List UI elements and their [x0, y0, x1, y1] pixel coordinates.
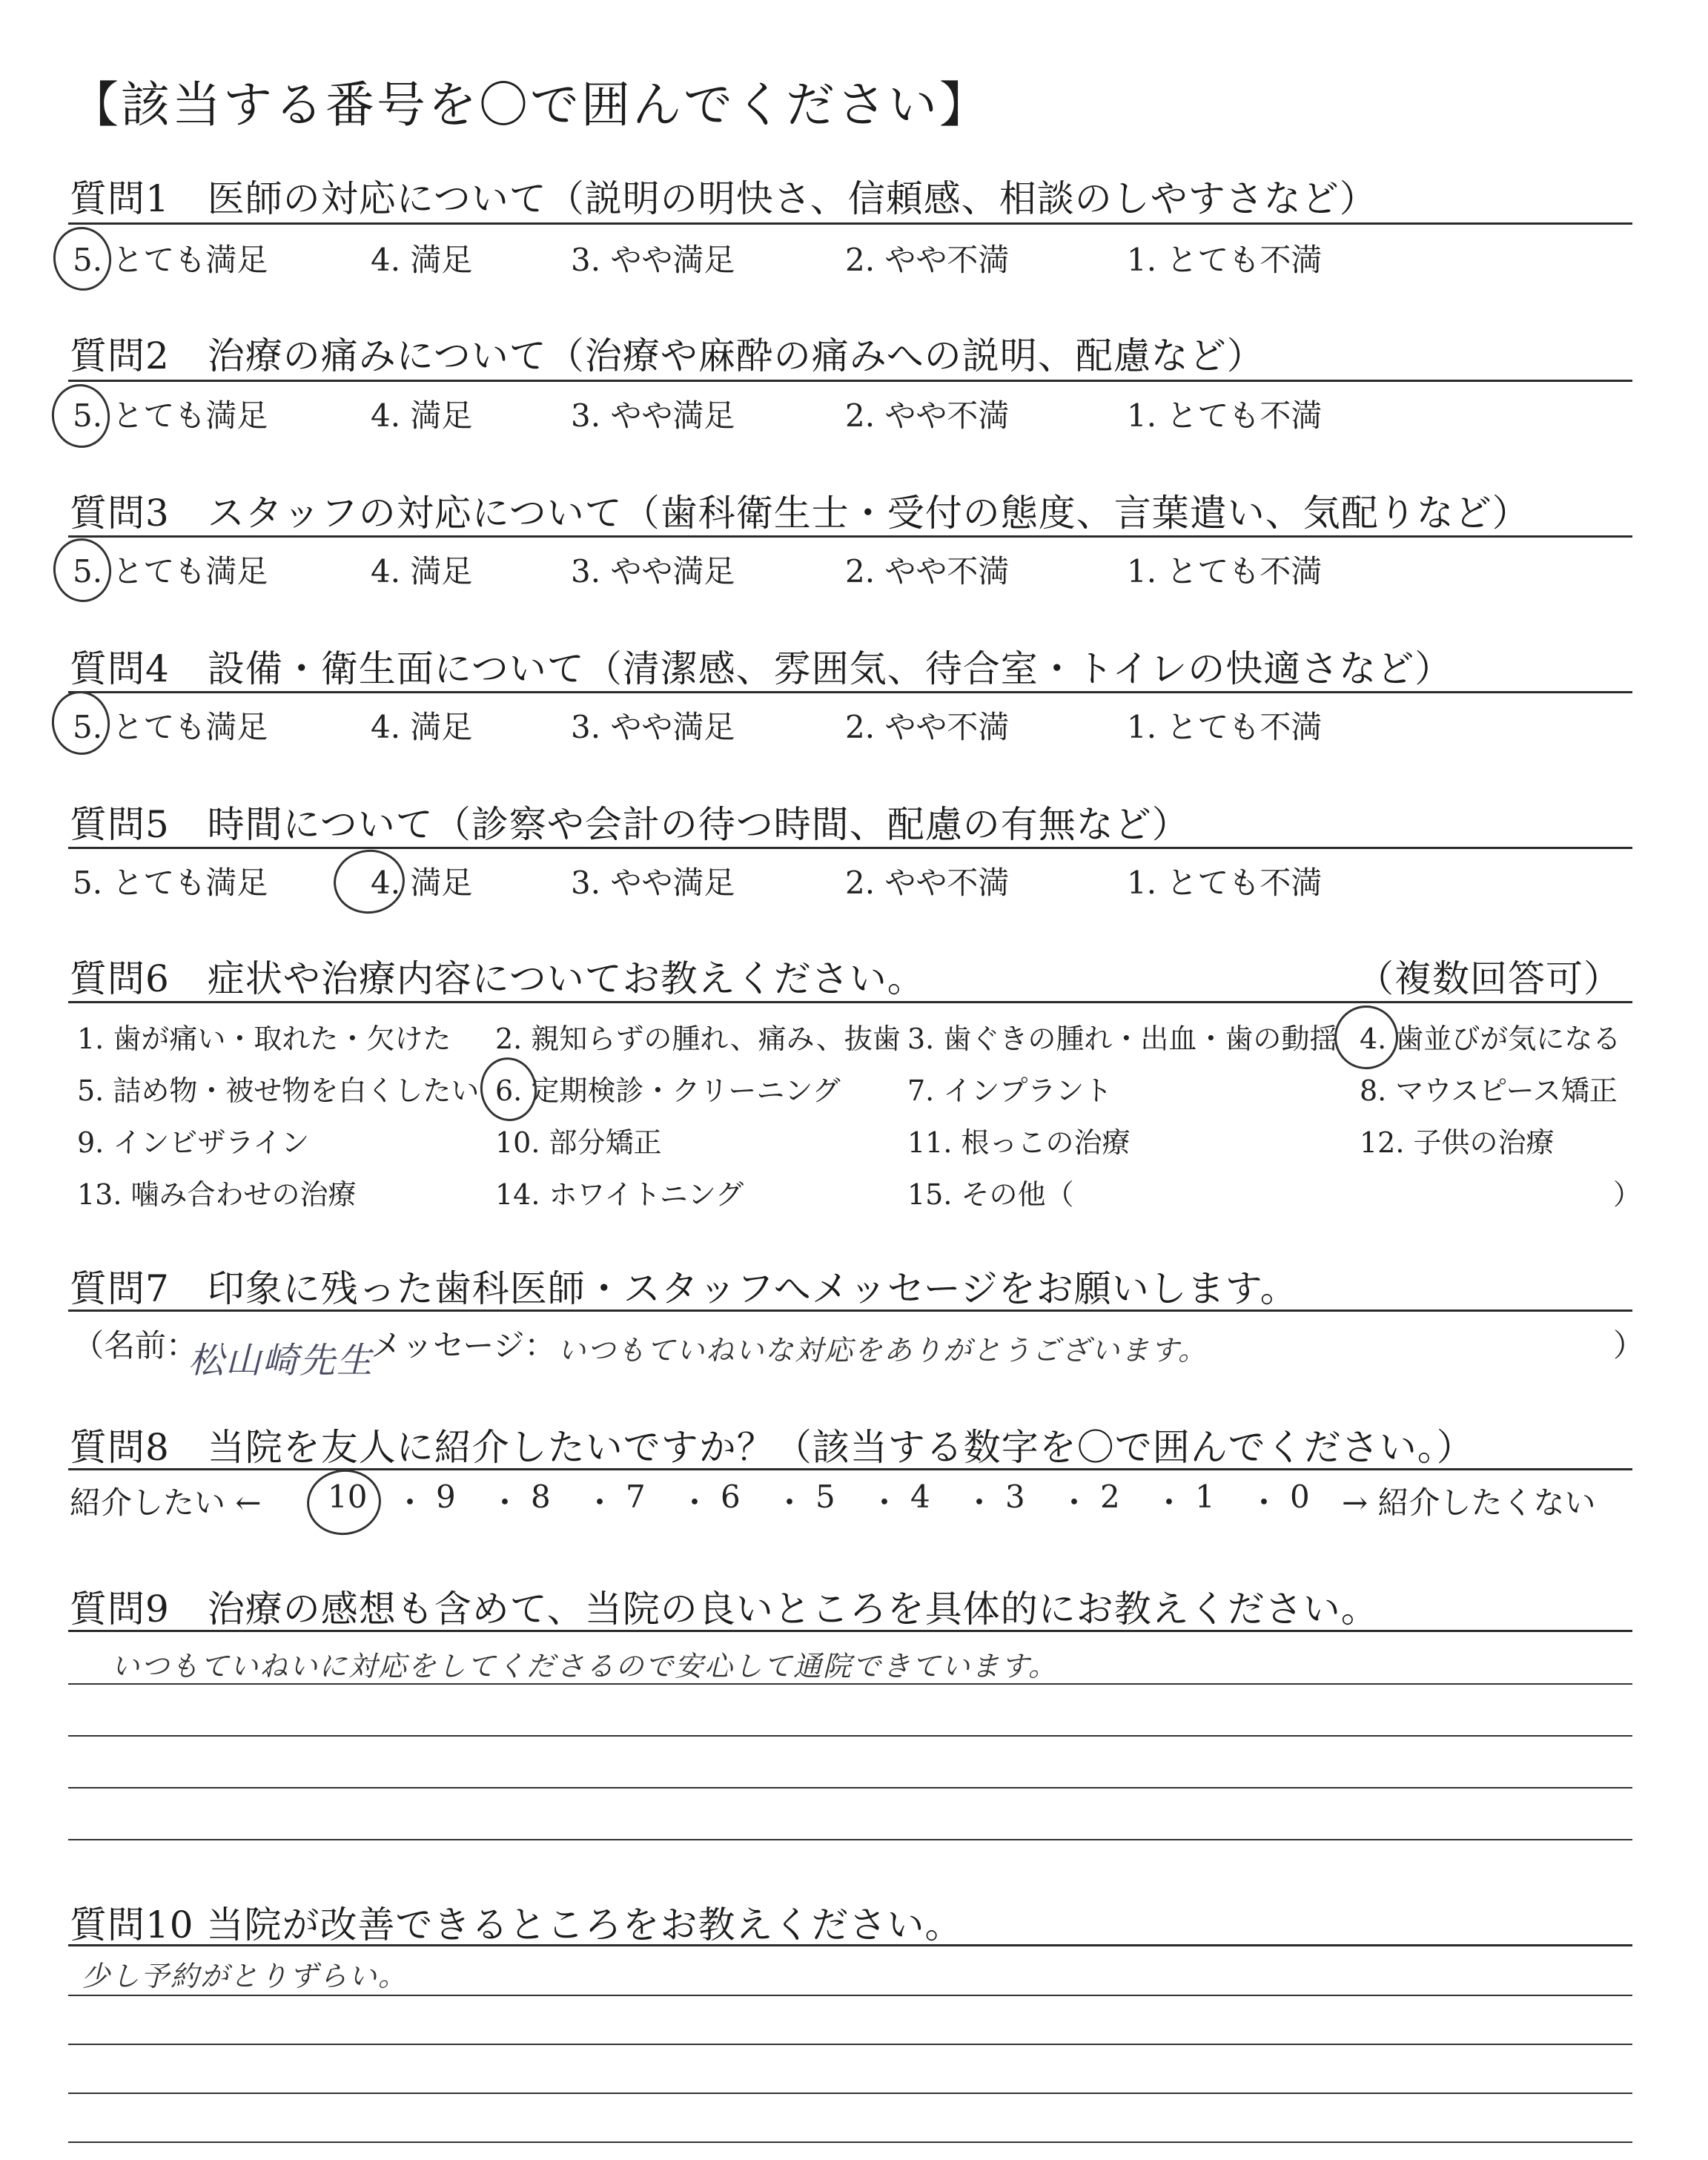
q8-scale-3[interactable]: 3	[1005, 1479, 1025, 1515]
q10-answer-line	[68, 2093, 1632, 2094]
q8-dot: ・	[679, 1484, 711, 1521]
q4-option-5[interactable]: 5. とても満足	[73, 709, 268, 745]
q2-option-1[interactable]: 1. とても不満	[1127, 397, 1323, 434]
q8-selection-circle	[302, 1464, 385, 1539]
q5-option-5[interactable]: 5. とても満足	[73, 865, 268, 901]
q1-option-3[interactable]: 3. やや満足	[571, 242, 735, 278]
q10-handwritten-answer[interactable]: 少し予約がとりずらい。	[82, 1960, 408, 1992]
q8-dot: ・	[1153, 1484, 1185, 1521]
q1-selection-circle	[49, 223, 115, 294]
q8-dot: ・	[489, 1484, 521, 1521]
q6-item-4-selection-circle	[1330, 1001, 1402, 1073]
question-9-title: 質問9 治療の感想も含めて、当院の良いところを具体的にお教えください。	[70, 1588, 1379, 1631]
q6-item-10[interactable]: 10. 部分矯正	[495, 1126, 662, 1159]
q9-answer-line	[68, 1683, 1632, 1685]
q1-option-5[interactable]: 5. とても満足	[73, 242, 268, 278]
q8-dot: ・	[1059, 1484, 1090, 1521]
q8-dot: ・	[774, 1484, 806, 1521]
q6-item-8[interactable]: 8. マウスピース矯正	[1360, 1074, 1618, 1107]
question-7-title: 質問7 印象に残った歯科医師・スタッフへメッセージをお願いします。	[70, 1267, 1298, 1310]
q3-option-5[interactable]: 5. とても満足	[73, 553, 268, 589]
q6-item-1[interactable]: 1. 歯が痛い・取れた・欠けた	[77, 1023, 451, 1055]
q10-answer-line	[68, 1995, 1632, 1996]
q8-scale-9[interactable]: 9	[436, 1479, 456, 1515]
q10-answer-line	[68, 2141, 1632, 2143]
q3-option-3[interactable]: 3. やや満足	[571, 553, 735, 589]
q6-item-2[interactable]: 2. 親知らずの腫れ、痛み、抜歯	[495, 1023, 901, 1055]
question-5-title: 質問5 時間について（診察や会計の待つ時間、配慮の有無など）	[70, 803, 1190, 846]
question-6-note: （複数回答可）	[1357, 957, 1621, 1000]
q1-option-4[interactable]: 4. 満足	[371, 242, 473, 278]
question-5-divider	[68, 847, 1632, 849]
question-6-title: 質問6 症状や治療内容についてお教えください。	[70, 957, 925, 1000]
q8-scale-6[interactable]: 6	[721, 1479, 741, 1515]
q4-selection-circle	[47, 687, 113, 759]
q10-answer-line	[68, 2044, 1632, 2045]
q6-item-13[interactable]: 13. 噛み合わせの治療	[77, 1178, 357, 1211]
q6-item-7[interactable]: 7. インプラント	[907, 1074, 1113, 1107]
q7-name-label: （名前：	[73, 1327, 198, 1364]
q5-option-1[interactable]: 1. とても不満	[1127, 865, 1323, 901]
q6-item-4[interactable]: 4. 歯並びが気になる	[1360, 1023, 1621, 1055]
question-10-divider	[68, 1944, 1632, 1946]
question-2-title: 質問2 治療の痛みについて（治療や麻酔の痛みへの説明、配慮など）	[70, 334, 1265, 377]
q6-item-5[interactable]: 5. 詰め物・被せ物を白くしたい	[77, 1074, 480, 1107]
q6-item-6[interactable]: 6. 定期検診・クリーニング	[495, 1074, 841, 1107]
question-9-divider	[68, 1630, 1632, 1632]
q8-left-label: 紹介したい ←	[70, 1484, 262, 1521]
q2-option-4[interactable]: 4. 満足	[371, 397, 473, 434]
q3-selection-circle	[49, 535, 115, 606]
q3-option-4[interactable]: 4. 満足	[371, 553, 473, 589]
question-1-divider	[68, 222, 1632, 225]
q6-item-9[interactable]: 9. インビザライン	[77, 1126, 310, 1159]
q4-option-4[interactable]: 4. 満足	[371, 709, 473, 745]
question-4-title: 質問4 設備・衛生面について（清潔感、雰囲気、待合室・トイレの快適さなど）	[70, 647, 1453, 690]
q2-option-5[interactable]: 5. とても満足	[73, 397, 268, 434]
q4-option-2[interactable]: 2. やや不満	[845, 709, 1010, 745]
q6-item-15[interactable]: 15. その他（	[907, 1178, 1074, 1211]
q8-scale-0[interactable]: 0	[1290, 1479, 1310, 1515]
q1-option-1[interactable]: 1. とても不満	[1127, 242, 1323, 278]
question-3-title: 質問3 スタッフの対応について（歯科衛生士・受付の態度、言葉遣い、気配りなど）	[70, 492, 1530, 535]
q6-item-15-close: ）	[1613, 1178, 1642, 1211]
q9-answer-line	[68, 1735, 1632, 1737]
q3-option-1[interactable]: 1. とても不満	[1127, 553, 1323, 589]
q9-handwritten-answer[interactable]: いつもていねいに対応をしてくださるので安心して通院できています。	[111, 1650, 1058, 1682]
q2-option-2[interactable]: 2. やや不満	[845, 397, 1010, 434]
q8-scale-1[interactable]: 1	[1195, 1479, 1215, 1515]
q5-option-4[interactable]: 4. 満足	[371, 865, 473, 901]
q5-option-2[interactable]: 2. やや不満	[845, 865, 1010, 901]
question-8-divider	[68, 1468, 1632, 1470]
question-2-divider	[68, 380, 1632, 382]
q3-option-2[interactable]: 2. やや不満	[845, 553, 1010, 589]
question-3-divider	[68, 535, 1632, 538]
question-1-title: 質問1 医師の対応について（説明の明快さ、信頼感、相談のしやすさなど）	[70, 177, 1377, 220]
q4-option-3[interactable]: 3. やや満足	[571, 709, 735, 745]
q8-scale-8[interactable]: 8	[531, 1479, 551, 1515]
q8-dot: ・	[1248, 1484, 1280, 1521]
question-8-title: 質問8 当院を友人に紹介したいですか？（該当する数字を〇で囲んでください。）	[70, 1426, 1474, 1469]
q8-scale-7[interactable]: 7	[626, 1479, 646, 1515]
q8-dot: ・	[584, 1484, 616, 1521]
q7-close-paren: ）	[1613, 1327, 1645, 1364]
q8-dot: ・	[964, 1484, 996, 1521]
q8-right-label: → 紹介したくない	[1342, 1484, 1596, 1521]
q8-dot: ・	[394, 1484, 426, 1521]
q8-scale-2[interactable]: 2	[1100, 1479, 1120, 1515]
question-10-title: 質問10 当院が改善できるところをお教えください。	[70, 1903, 963, 1946]
q6-item-12[interactable]: 12. 子供の治療	[1360, 1126, 1555, 1159]
q7-message-handwritten[interactable]: いつもていねいな対応をありがとうございます。	[557, 1334, 1208, 1367]
q6-item-11[interactable]: 11. 根っこの治療	[907, 1126, 1131, 1159]
q6-item-14[interactable]: 14. ホワイトニング	[495, 1178, 744, 1211]
q5-option-3[interactable]: 3. やや満足	[571, 865, 735, 901]
question-4-divider	[68, 691, 1632, 693]
question-7-divider	[68, 1309, 1632, 1312]
q8-scale-10[interactable]: 10	[328, 1479, 368, 1515]
q8-scale-4[interactable]: 4	[910, 1479, 930, 1515]
q1-option-2[interactable]: 2. やや不満	[845, 242, 1010, 278]
q8-dot: ・	[869, 1484, 901, 1521]
q9-answer-line	[68, 1787, 1632, 1789]
q6-item-3[interactable]: 3. 歯ぐきの腫れ・出血・歯の動揺	[907, 1023, 1338, 1055]
q9-answer-line	[68, 1839, 1632, 1840]
q8-scale-5[interactable]: 5	[815, 1479, 835, 1515]
instruction-heading: 【該当する番号を〇で囲んでください】	[70, 76, 990, 133]
q4-option-1[interactable]: 1. とても不満	[1127, 709, 1323, 745]
question-6-divider	[68, 1001, 1632, 1003]
q7-name-handwritten[interactable]: 松山崎先生	[188, 1340, 374, 1381]
q5-selection-circle	[329, 845, 408, 919]
q6-item-6-selection-circle	[476, 1054, 540, 1125]
q7-message-label: メッセージ：	[371, 1327, 556, 1364]
q2-option-3[interactable]: 3. やや満足	[571, 397, 735, 434]
